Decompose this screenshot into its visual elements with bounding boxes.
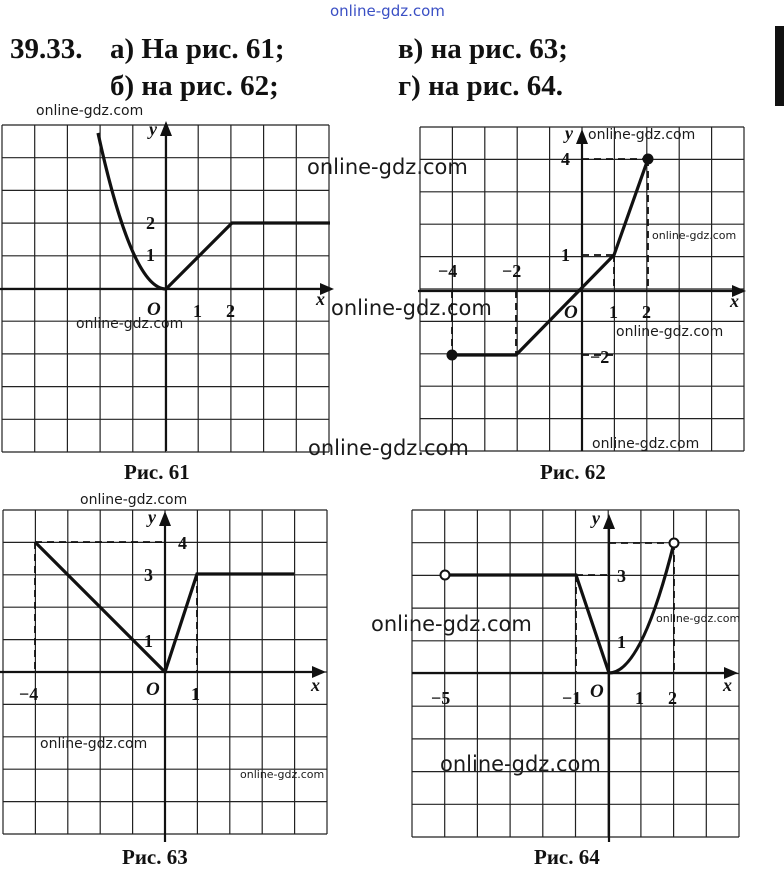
y-tick-label: 4 <box>561 149 570 169</box>
filled-endpoint <box>447 350 458 361</box>
x-tick-label: 2 <box>226 301 235 321</box>
y-tick-label: 4 <box>178 533 187 553</box>
watermark: online-gdz.com <box>76 316 184 332</box>
parabola-branch <box>98 133 166 289</box>
x-tick-label: −4 <box>438 261 458 281</box>
y-tick-label: 1 <box>146 245 155 265</box>
y-tick-label: 3 <box>617 566 626 586</box>
y-tick-label: 3 <box>144 565 153 585</box>
x-tick-label: −5 <box>431 688 451 708</box>
y-tick-label: 1 <box>144 631 153 651</box>
figure-62-graph <box>418 125 758 465</box>
open-endpoint <box>441 571 450 580</box>
x-tick-label: 2 <box>668 688 677 708</box>
x-axis-label: x <box>316 289 325 309</box>
page-edge-bar <box>775 26 784 106</box>
watermark: online-gdz.com <box>307 155 468 179</box>
y-axis-label: y <box>148 507 156 527</box>
origin-label: O <box>146 679 160 700</box>
problem-item-b: б) на рис. 62; <box>110 70 279 102</box>
watermark-top: online-gdz.com <box>330 2 445 20</box>
figure-64-caption: Рис. 64 <box>534 845 600 869</box>
figure-62-caption: Рис. 62 <box>540 460 606 484</box>
origin-label: O <box>590 681 604 702</box>
watermark: online-gdz.com <box>240 768 325 781</box>
watermark: online-gdz.com <box>656 612 741 625</box>
y-tick-label: 1 <box>561 245 570 265</box>
problem-item-v: в) на рис. 63; <box>398 33 568 65</box>
function-graph <box>445 575 609 673</box>
x-axis-label: x <box>723 675 732 695</box>
problem-number: 39.33. <box>10 33 83 65</box>
x-axis-label: x <box>311 675 320 695</box>
y-tick-label: −2 <box>590 347 610 367</box>
watermark: online-gdz.com <box>588 127 696 143</box>
watermark: online-gdz.com <box>371 612 532 636</box>
watermark: online-gdz.com <box>308 436 469 460</box>
figure-61-caption: Рис. 61 <box>124 460 190 484</box>
watermark: online-gdz.com <box>652 229 737 242</box>
problem-item-a: а) На рис. 61; <box>110 33 285 65</box>
figure-63-caption: Рис. 63 <box>122 845 188 869</box>
watermark: online-gdz.com <box>80 492 188 508</box>
y-tick-label: 2 <box>146 213 155 233</box>
x-tick-label: −2 <box>502 261 522 281</box>
y-axis-label: y <box>565 123 573 143</box>
open-endpoint <box>670 539 679 548</box>
y-tick-label: 1 <box>617 632 626 652</box>
y-axis-label: y <box>592 508 600 528</box>
y-axis-arrow <box>159 511 171 526</box>
watermark: online-gdz.com <box>331 296 492 320</box>
origin-label: O <box>147 299 161 320</box>
y-axis-arrow <box>603 514 615 529</box>
filled-endpoint <box>643 154 654 165</box>
watermark: online-gdz.com <box>592 436 700 452</box>
x-tick-label: −4 <box>19 684 39 704</box>
x-tick-label: 1 <box>191 684 200 704</box>
y-axis-arrow <box>576 129 588 144</box>
x-tick-label: 1 <box>635 688 644 708</box>
watermark: online-gdz.com <box>40 736 148 752</box>
figure-64-graph <box>412 510 752 850</box>
figure-63-graph <box>0 507 340 847</box>
y-axis-arrow <box>160 121 172 136</box>
x-tick-label: 2 <box>642 302 651 322</box>
problem-item-g: г) на рис. 64. <box>398 70 563 102</box>
watermark: online-gdz.com <box>616 324 724 340</box>
x-tick-label: −1 <box>562 688 582 708</box>
x-tick-label: 1 <box>193 301 202 321</box>
watermark: online-gdz.com <box>36 103 144 119</box>
x-axis-label: x <box>730 291 739 311</box>
figure-61-graph <box>0 115 340 455</box>
origin-label: O <box>564 302 578 323</box>
y-axis-label: y <box>149 119 157 139</box>
watermark: online-gdz.com <box>440 752 601 776</box>
x-tick-label: 1 <box>609 302 618 322</box>
